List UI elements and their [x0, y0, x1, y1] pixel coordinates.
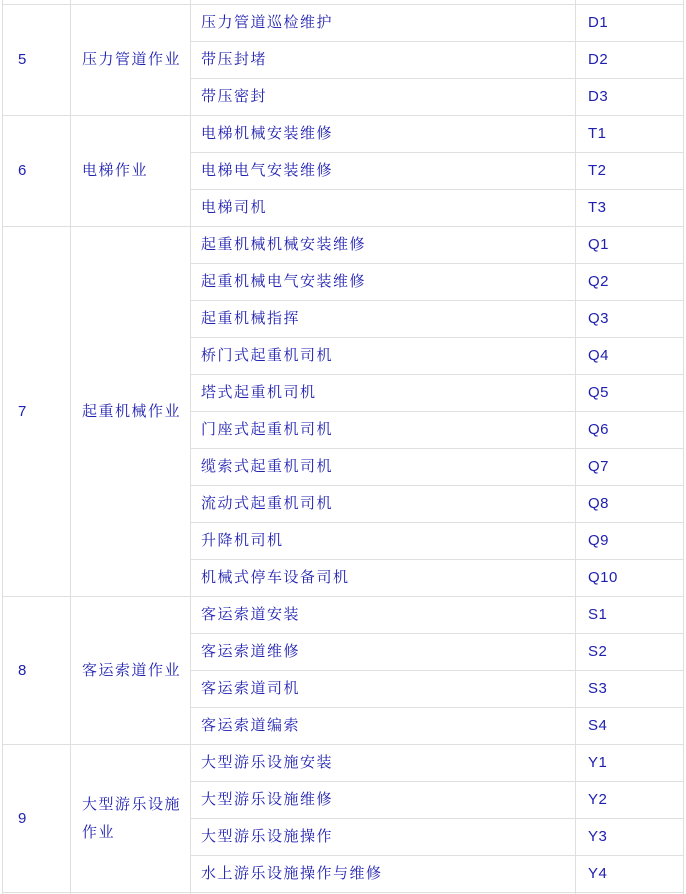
row-number-cell: 9	[3, 745, 71, 893]
table-row	[3, 5, 684, 42]
item-name-cell: 大型游乐设施操作	[191, 819, 576, 856]
item-name-cell: 桥门式起重机司机	[191, 338, 576, 375]
item-code-cell: D2	[576, 42, 684, 79]
item-name-cell: 电梯电气安装维修	[191, 153, 576, 190]
item-name-cell: 客运索道维修	[191, 634, 576, 671]
item-code-cell: Q1	[576, 227, 684, 264]
item-name-cell: 缆索式起重机司机	[191, 449, 576, 486]
item-code-cell: Q5	[576, 375, 684, 412]
item-code-cell: Q2	[576, 264, 684, 301]
item-code-cell: Q6	[576, 412, 684, 449]
category-cell: 起重机械作业	[71, 227, 191, 597]
table-row	[3, 227, 684, 264]
item-name-cell: 流动式起重机司机	[191, 486, 576, 523]
item-code-cell: S4	[576, 708, 684, 745]
item-code-cell: D1	[576, 5, 684, 42]
table-row	[3, 597, 684, 634]
item-name-cell: 起重机械电气安装维修	[191, 264, 576, 301]
item-name-cell: 起重机械指挥	[191, 301, 576, 338]
category-cell: 客运索道作业	[71, 597, 191, 745]
item-code-cell: T2	[576, 153, 684, 190]
item-name-cell: 电梯机械安装维修	[191, 116, 576, 153]
row-number-cell: 7	[3, 227, 71, 597]
item-code-cell: T1	[576, 116, 684, 153]
item-code-cell: Q10	[576, 560, 684, 597]
item-name-cell: 升降机司机	[191, 523, 576, 560]
item-name-cell: 水上游乐设施操作与维修	[191, 856, 576, 893]
item-name-cell: 机械式停车设备司机	[191, 560, 576, 597]
item-code-cell: Q8	[576, 486, 684, 523]
item-code-cell: T3	[576, 190, 684, 227]
item-code-cell: Q4	[576, 338, 684, 375]
row-number-cell: 8	[3, 597, 71, 745]
item-name-cell: 客运索道编索	[191, 708, 576, 745]
item-name-cell: 客运索道安装	[191, 597, 576, 634]
item-name-cell: 带压密封	[191, 79, 576, 116]
item-name-cell: 大型游乐设施维修	[191, 782, 576, 819]
item-code-cell: Y1	[576, 745, 684, 782]
row-number-cell: 5	[3, 5, 71, 116]
item-name-cell: 大型游乐设施安装	[191, 745, 576, 782]
item-name-cell: 门座式起重机司机	[191, 412, 576, 449]
item-name-cell: 塔式起重机司机	[191, 375, 576, 412]
item-name-cell: 电梯司机	[191, 190, 576, 227]
item-code-cell: Q3	[576, 301, 684, 338]
item-code-cell: D3	[576, 79, 684, 116]
item-code-cell: Y4	[576, 856, 684, 893]
operations-table-body	[3, 0, 684, 894]
item-name-cell: 压力管道巡检维护	[191, 5, 576, 42]
table-row	[3, 745, 684, 782]
row-number-cell: 6	[3, 116, 71, 227]
item-name-cell: 带压封堵	[191, 42, 576, 79]
operations-table	[2, 0, 684, 894]
table-row	[3, 116, 684, 153]
item-code-cell: S3	[576, 671, 684, 708]
item-name-cell: 起重机械机械安装维修	[191, 227, 576, 264]
item-name-cell: 客运索道司机	[191, 671, 576, 708]
category-cell: 压力管道作业	[71, 5, 191, 116]
item-code-cell: Q9	[576, 523, 684, 560]
item-code-cell: Q7	[576, 449, 684, 486]
item-code-cell: Y2	[576, 782, 684, 819]
category-cell: 电梯作业	[71, 116, 191, 227]
item-code-cell: S2	[576, 634, 684, 671]
item-code-cell: S1	[576, 597, 684, 634]
category-cell: 大型游乐设施作业	[71, 745, 191, 893]
item-code-cell: Y3	[576, 819, 684, 856]
